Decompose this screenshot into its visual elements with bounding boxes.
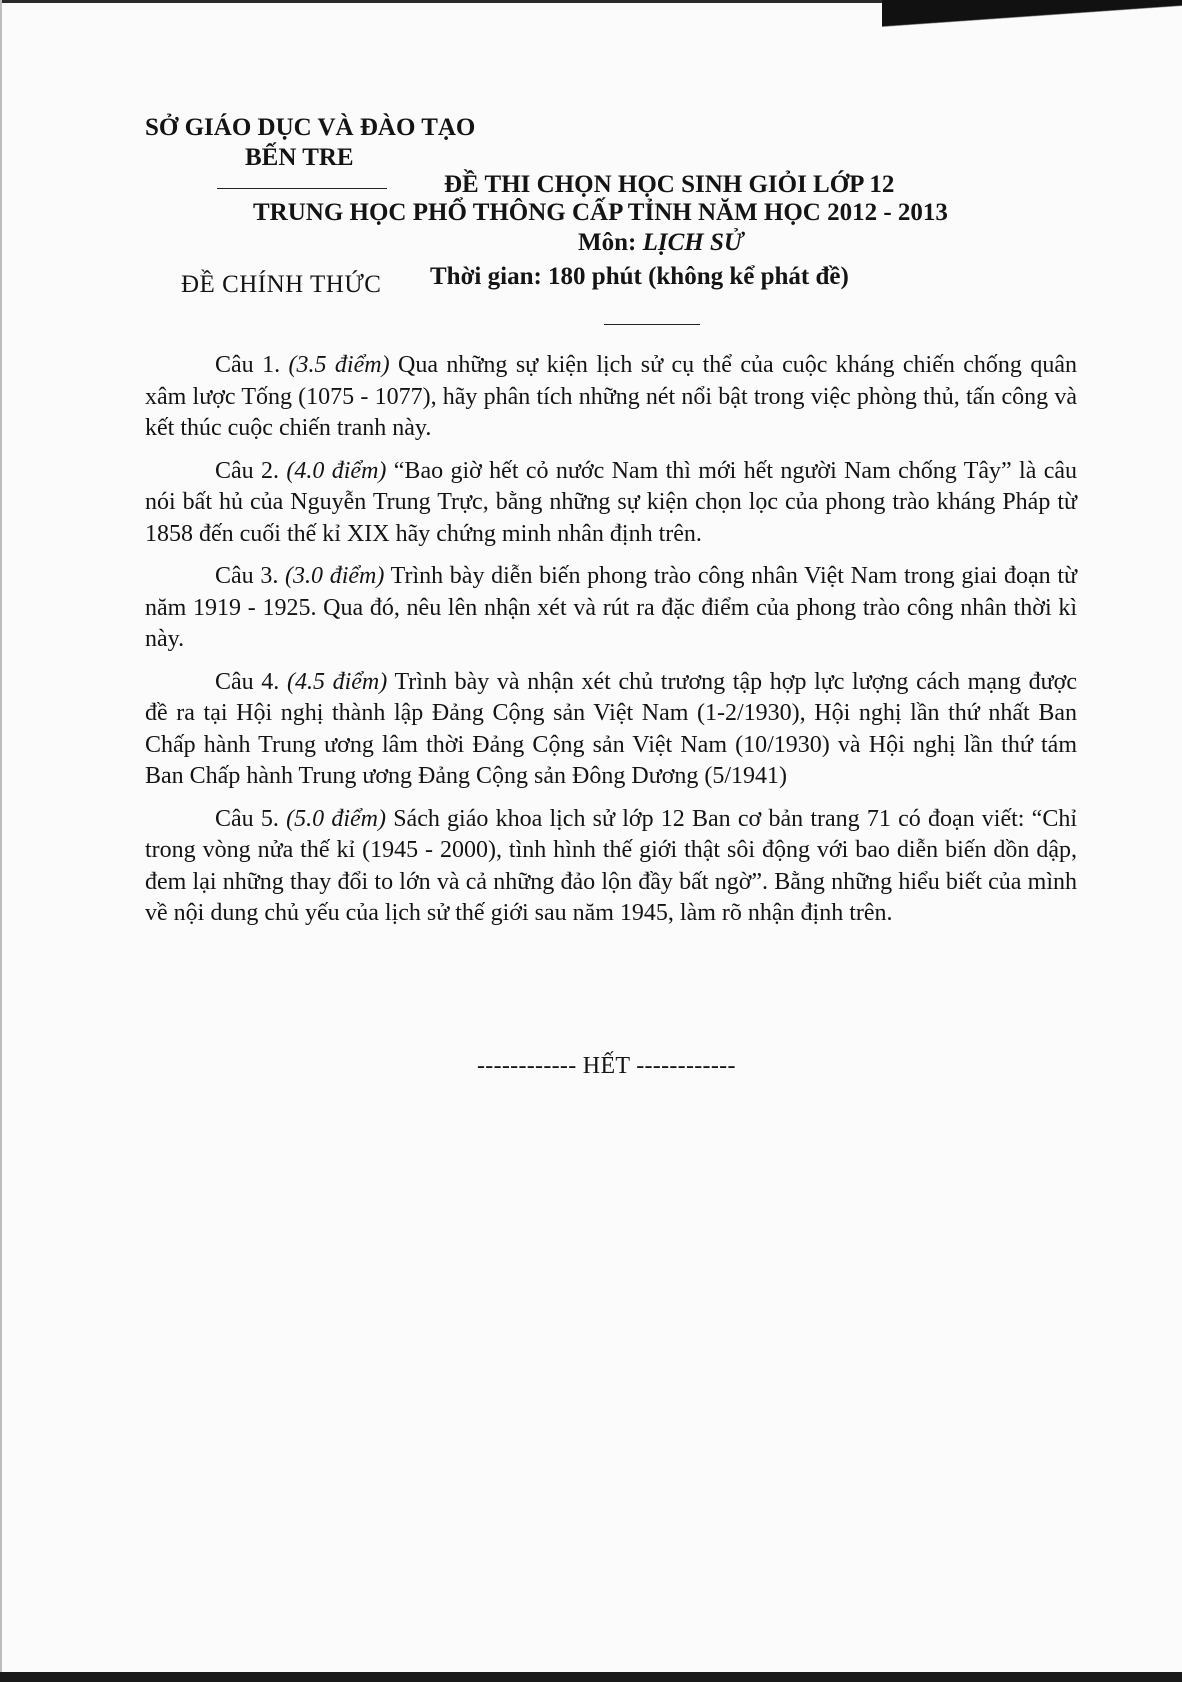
province-name: BẾN TRE (245, 144, 354, 171)
agency-name: SỞ GIÁO DỤC VÀ ĐÀO TẠO (145, 114, 476, 141)
question-2 (145, 456, 1077, 551)
end-marker: ------------ HẾT ------------ (477, 1053, 736, 1079)
question-4 (145, 667, 1077, 793)
subject-label: Môn: (578, 229, 637, 256)
subject-line (578, 228, 743, 258)
question-score: (4.0 điểm) (286, 457, 387, 484)
question-text: Trình bày và nhận xét chủ trương tập hợp lực lượng cách mạng được đề ra tại Hội nghị thành lập Đảng Cộng sản Việt Nam (1-2/1930), Hội nghị lần thứ nhất Ban Chấp hành Trung ương lâm thời Đảng Cộng sản Việt Nam (10/1930) và Hội nghị lần thứ tám Ban Chấp hành Trung ương Đảng Cộng sản Đông Dương (5/1941) (145, 668, 1077, 789)
subject-name: LỊCH SỬ (642, 229, 744, 256)
scan-edge-left (0, 0, 2, 1682)
question-label: Câu 2. (215, 457, 280, 484)
question-1 (145, 350, 1077, 445)
scan-edge-bottom (0, 1672, 1182, 1682)
question-label: Câu 3. (215, 563, 279, 589)
header-divider (217, 188, 387, 189)
scan-corner-shadow (882, 0, 1182, 44)
exam-level: TRUNG HỌC PHỔ THÔNG CẤP TỈNH NĂM HỌC 2012 - 2013 (253, 199, 948, 226)
exam-title: ĐỀ THI CHỌN HỌC SINH GIỎI LỚP 12 (444, 171, 895, 198)
question-text: Trình bày diễn biến phong trào công nhân Việt Nam trong giai đoạn từ năm 1919 - 1925. Qua đó, nêu lên nhận xét và rút ra đặc điểm của phong trào công nhân thời kì này. (145, 563, 1078, 652)
question-label: Câu 4. (215, 668, 280, 695)
question-text: Sách giáo khoa lịch sử lớp 12 Ban cơ bản trang 71 có đoạn viết: “Chỉ trong vòng nửa thế kỉ (1945 - 2000), tình hình thế giới thật sôi động với bao diễn biến dồn dập, đem lại những thay đổi to lớn và cả những đảo lộn đầy bất ngờ”. Bằng những hiểu biết của mình về nội dung chủ yếu của lịch sử thế giới sau năm 1945, làm rõ nhận định trên. (145, 805, 1078, 926)
question-score: (3.0 điểm) (285, 563, 385, 589)
question-label: Câu 1. (215, 352, 281, 378)
question-3 (145, 561, 1077, 656)
official-label: ĐỀ CHÍNH THỨC (181, 271, 382, 298)
question-score: (5.0 điểm) (286, 805, 386, 832)
exam-duration: Thời gian: 180 phút (không kể phát đề) (430, 263, 849, 290)
question-score: (3.5 điểm) (288, 352, 390, 378)
question-text: Qua những sự kiện lịch sử cụ thể của cuộc kháng chiến chống quân xâm lược Tống (1075 - 1077), hãy phân tích những nét nổi bật trong việc phòng thủ, tấn công và kết thúc cuộc chiến tranh này. (145, 352, 1077, 441)
question-label: Câu 5. (215, 805, 279, 832)
question-score: (4.5 điểm) (286, 668, 388, 695)
question-text: “Bao giờ hết cỏ nước Nam thì mới hết người Nam chống Tây” là câu nói bất hủ của Nguyễn Trung Trực, bằng những sự kiện chọn lọc của phong trào kháng Pháp từ 1858 đến cuối thế kỉ XIX hãy chứng minh nhân định trên. (145, 457, 1078, 547)
question-5 (145, 804, 1077, 930)
question-list (145, 350, 1077, 941)
title-divider (604, 324, 700, 325)
